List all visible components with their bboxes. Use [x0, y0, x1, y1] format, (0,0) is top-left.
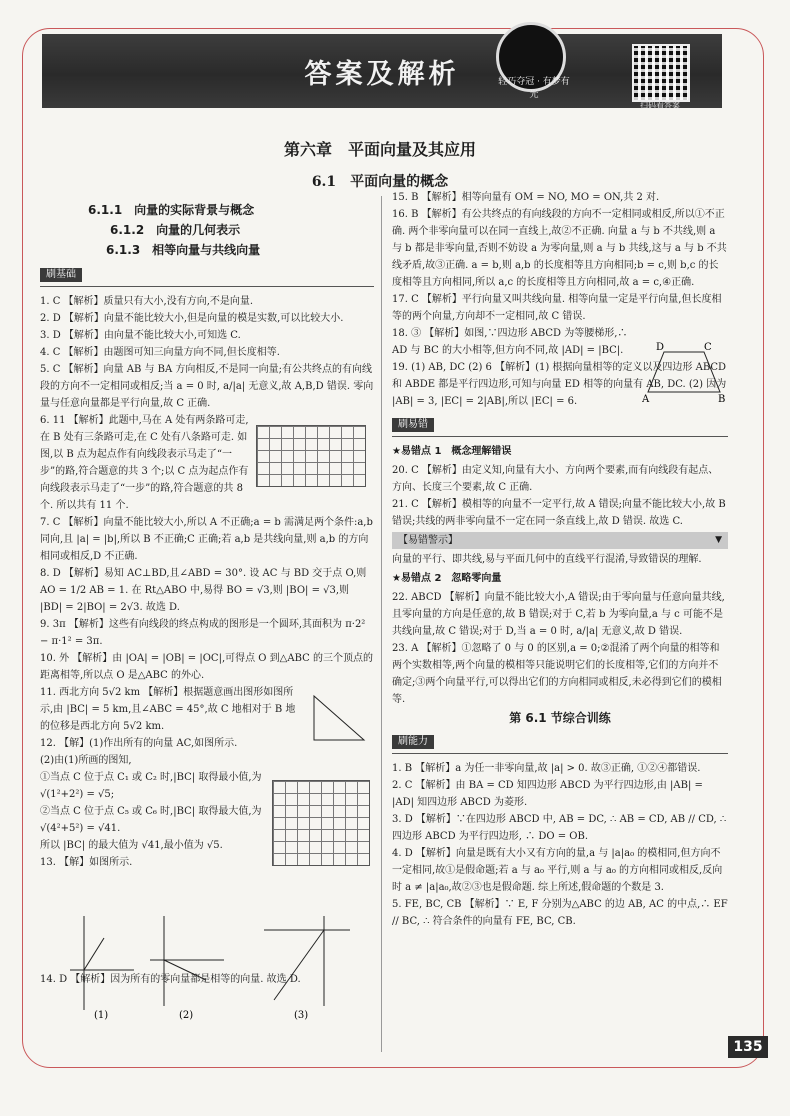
answer-item: 6. 11 【解析】此题中,马在 A 处有两条路可走,在 B 处有三条路可走,在 C 处有八条路可走. 如图,以 B 点为起点作有向线段表示马走了“一步”的路,符合题意的共 3 个;以 C 点为起点作有向线段表示马走了“一步”的路,符合题意的共 8 个. 所以共有 11 个.	[40, 415, 249, 511]
figure-label: (2)	[179, 1010, 194, 1020]
answer-item: 2. C 【解析】由 BA = CD 知四边形 ABCD 为平行四边形,由 |AB| = |AD| 知四边形 ABCD 为菱形.	[392, 780, 703, 808]
direction-triangle-figure	[304, 690, 374, 746]
chess-grid-figure	[256, 425, 366, 487]
logo-slogan: 轻巧夺冠 · 有梦有光	[498, 77, 570, 100]
answer-item: 3. D 【解析】由向量不能比较大小,可知选 C.	[40, 330, 241, 341]
subsection-title: 6.1.1 向量的实际背景与概念	[88, 203, 255, 217]
error-point-title: ★易错点 1 概念理解错误	[392, 446, 512, 457]
answer-item: 1. B 【解析】a 为任一非零向量,故 |a| > 0. 故③正确, ①②④都错误.	[392, 763, 701, 774]
qr-code-icon[interactable]	[632, 44, 690, 102]
vertex-label: C	[704, 342, 712, 353]
warning-bar: 【易错警示】 ▼	[392, 532, 728, 549]
answer-item: 21. C 【解析】模相等的向量不一定平行,故 A 错误;向量不能比较大小,故 B 错误;共线的两非零向量不一定在同一条直线上,故 D 错误. 故选 C.	[392, 499, 726, 527]
figure-label: (1)	[94, 1010, 109, 1020]
answer-item: 16. B 【解析】有公共终点的有向线段的方向不一定相同或相反,所以①不正确. 两个非零向量可以在同一直线上,故②不正确. 向量 a 与 b 不共线,则 a 与 b 都是非零向量,否则不妨设 a 为零向量,则 a 与 b 共线,这与 a 与 b 不共线矛盾,故③正确. a = b,则 a,b 的长度相等且方向相同;b = c,则 b,c 的长度相等且方向相同,所以 a,c 的长度相等且方向相同,故 a = c,④正确.	[392, 209, 727, 288]
answer-item: 10. 外 【解析】由 |OA| = |OB| = |OC|,可得点 O 到△ABC 的三个顶点的距离相等,所以点 O 是△ABC 的外心.	[40, 653, 373, 681]
trapezoid-figure	[642, 340, 728, 404]
answer-item: 4. C 【解析】由题图可知三向量方向不同,但长度相等.	[40, 347, 280, 358]
page-number: 135	[728, 1036, 768, 1058]
warning-text: 向量的平行、即共线,易与平面几何中的直线平行混淆,导致错误的理解.	[392, 554, 702, 565]
left-column	[40, 200, 374, 988]
header-title: 答案及解析	[304, 59, 460, 90]
answer-item: 1. C 【解析】质量只有大小,没有方向,不是向量.	[40, 296, 254, 307]
answer-item: (2)由(1)所画的图知,	[40, 755, 132, 766]
subsection-title: 6.1.2 向量的几何表示	[110, 223, 241, 237]
answer-item: ②当点 C 位于点 C₅ 或 C₆ 时,|BC| 取得最大值,为 √(4²+5²) = √41.	[40, 806, 262, 834]
answer-item: 9. 3π 【解析】这些有向线段的终点构成的图形是一个圆环,其面积为 π·2² − π·1² = 3π.	[40, 619, 366, 647]
answer-item: ①当点 C 位于点 C₁ 或 C₂ 时,|BC| 取得最小值,为 √(1²+2²) = √5;	[40, 772, 262, 800]
answer-item: 19. (1) AB, DC (2) 6 【解析】(1) 根据向量相等的定义以及四边形 ABCD 和 ABDE 都是平行四边形,可知与向量 ED 相等的向量有 AB, DC. (2) 因为 |AB| = 3, |EC| = 2|AB|,所以 |EC| = 6.	[392, 362, 727, 407]
answer-item: 18. ③ 【解析】如图,∵四边形 ABCD 为等腰梯形,∴ AD 与 BC 的大小相等,但方向不同,故 |AD| = |BC|.	[392, 328, 628, 356]
vertex-label: B	[718, 394, 726, 404]
chapter-title: 第六章 平面向量及其应用	[283, 140, 476, 159]
answer-item: 20. C 【解析】由定义知,向量有大小、方向两个要素,而有向线段有起点、方向、长度三个要素,故 C 正确.	[392, 465, 719, 493]
answer-item: 12. 【解】(1)作出所有的向量 AC,如图所示.	[40, 738, 238, 749]
answer-item: 3. D 【解析】∵在四边形 ABCD 中, AB = DC, ∴ AB = CD, AB // CD, ∴ 四边形 ABCD 为平行四边形, ∴ DO = OB.	[392, 814, 727, 842]
answer-item: 8. D 【解析】易知 AC⊥BD,且∠ABD = 30°. 设 AC 与 BD 交于点 O,则 AO = 1/2 AB = 1. 在 Rt△ABO 中,易得 BO = √3,则 |BO| = √3,则 |BD| = 2|BO| = 2√3. 故选 D.	[40, 568, 367, 613]
vertex-label: D	[656, 342, 665, 353]
section-tag: 刷易错	[392, 418, 434, 432]
vertex-label: A	[642, 394, 650, 404]
review-title: 第 6.1 节综合训练	[509, 711, 611, 725]
qr-caption: 扫码看答案	[640, 101, 680, 110]
answer-item: 5. C 【解析】向量 AB 与 BA 方向相反,不是同一向量;有公共终点的有向线段的方向不一定相同或相反;当 a = 0 时, a/|a| 无意义,故 A,B,D 错误. 零向量与任意向量都是平行向量,故 C 正确.	[40, 364, 374, 409]
answer-item: 22. ABCD 【解析】向量不能比较大小,A 错误;由于零向量与任意向量共线,且零向量的方向是任意的,故 B 错误;对于 C,若 b 为零向量,a 与 c 可能不是共线向量,故 C 错误;对于 D,当 a = 0 时, a/|a| 无意义,故 D 错误.	[392, 592, 725, 637]
grid-vector-figure	[272, 780, 370, 866]
answer-item: 7. C 【解析】向量不能比较大小,所以 A 不正确;a = b 需满足两个条件:a,b 同向,且 |a| = |b|,所以 B 不正确;C 正确;若 a,b 是共线向量,则 a,b 的方向相同或相反,D 不正确.	[40, 517, 373, 562]
error-point-title: ★易错点 2 忽略零向量	[392, 573, 502, 584]
answer-item: 所以 |BC| 的最大值为 √41,最小值为 √5.	[40, 840, 223, 851]
answer-item: 14. D 【解析】因为所有的零向量都是相等的向量. 故选 D.	[40, 974, 301, 985]
header-banner	[42, 34, 722, 108]
figure-label: (3)	[294, 1010, 309, 1020]
section-tag: 刷基础	[40, 268, 82, 282]
answer-item: 5. FE, BC, CB 【解析】∵ E, F 分别为△ABC 的边 AB, AC 的中点,∴ EF // BC, ∴ 符合条件的向量有 FE, BC, CB.	[392, 899, 728, 927]
subsection-title: 6.1.3 相等向量与共线向量	[106, 243, 261, 257]
section-title: 6.1 平面向量的概念	[311, 174, 449, 190]
answer-item: 15. B 【解析】相等向量有 OM = NO, MO = ON,共 2 对.	[392, 192, 660, 203]
section-tag: 刷能力	[392, 735, 434, 749]
answer-item: 17. C 【解析】平行向量又叫共线向量. 相等向量一定是平行向量,但长度相等的两个向量,方向却不一定相同,故 C 错误.	[392, 294, 722, 322]
answer-item: 4. D 【解析】向量是既有大小又有方向的量,a 与 |a|a₀ 的模相同,但方向不一定相同,故①是假命题;若 a 与 a₀ 平行,则 a 与 a₀ 的方向相同或相反,反向时 a ≠ |a|a₀,故②③也是假命题. 综上所述,假命题的个数是 3.	[392, 848, 723, 893]
answer-item: 2. D 【解析】向量不能比较大小,但是向量的模是实数,可以比较大小.	[40, 313, 344, 324]
answer-item: 23. A 【解析】①忽略了 0 与 0 的区别,a = 0;②混淆了两个向量的相等和两个实数相等,两个向量的模相等只能说明它们的长度相等,它们的方向并不确定;③两个向量平行,可以得出它们的方向相同或相反,未必得到它们的模相等.	[392, 643, 722, 705]
coordinate-figures	[64, 910, 384, 1020]
answer-item: 13. 【解】如图所示.	[40, 857, 133, 868]
answer-item: 11. 西北方向 5√2 km 【解析】根据题意画出图形如图所示,由 |BC| = 5 km,且∠ABC = 45°,故 C 地相对于 B 地的位移是西北方向 5√2 km.	[40, 687, 296, 732]
right-column	[392, 189, 728, 930]
